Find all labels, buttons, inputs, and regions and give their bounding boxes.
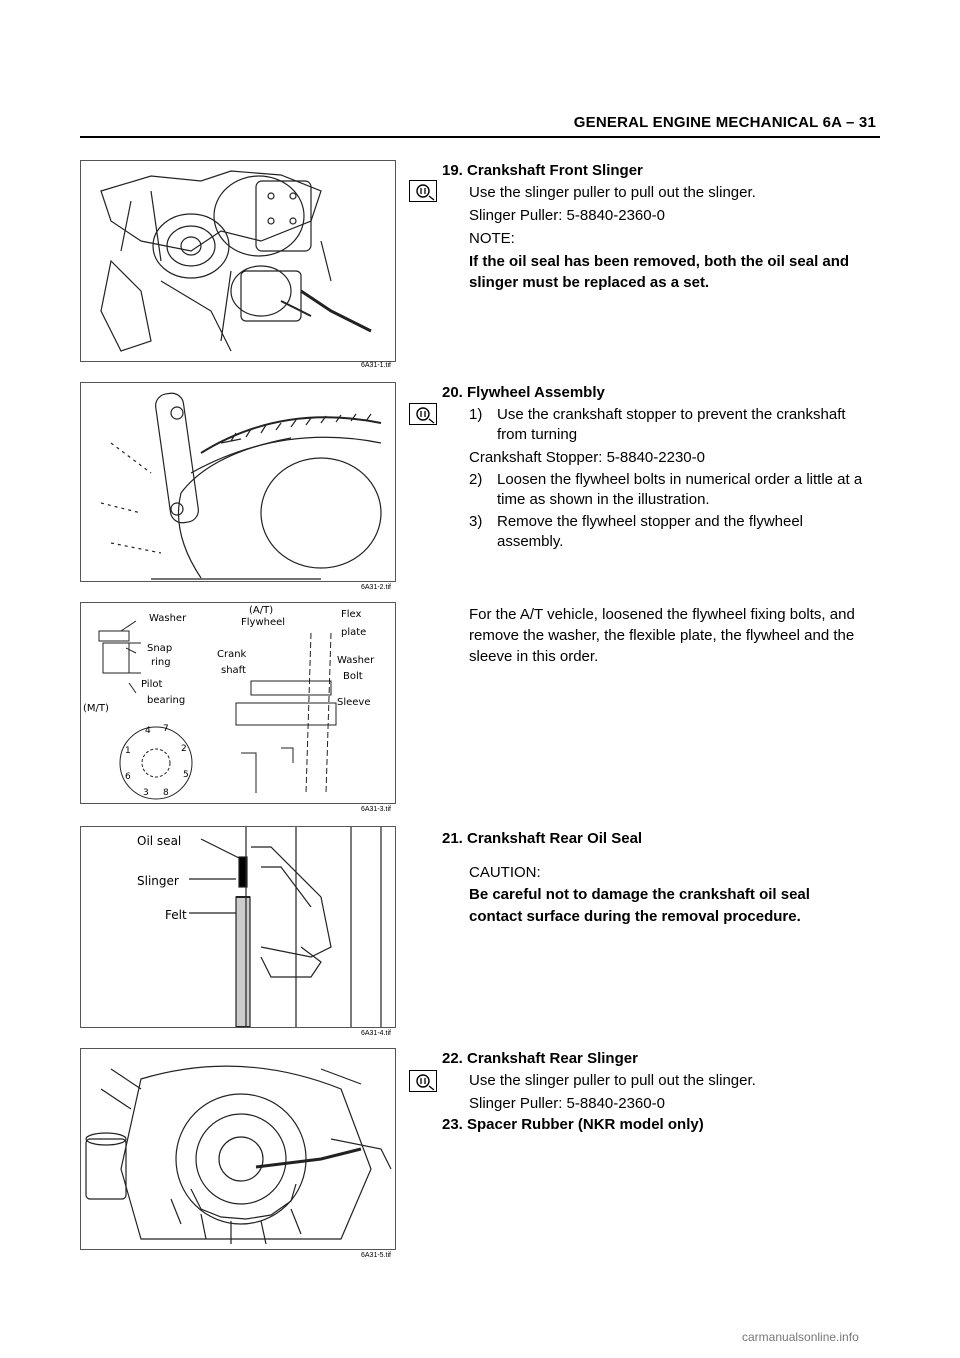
step-22-title: 22. Crankshaft Rear Slinger (442, 1050, 638, 1067)
at-note-line-1: For the A/T vehicle, loosened the flywheel fixing bolts, and (469, 606, 855, 623)
header-rule (80, 136, 880, 138)
step-19-tool: Slinger Puller: 5-8840-2360-0 (469, 207, 665, 224)
caution-text-1: Be careful not to damage the crankshaft oil seal (469, 886, 810, 903)
rear-oil-seal-cross-section-icon (81, 827, 395, 1027)
bolt-number: 6 (125, 772, 131, 782)
step-20-title: 20. Flywheel Assembly (442, 384, 605, 401)
label-bolt: Bolt (343, 671, 363, 682)
label-plate: plate (341, 627, 367, 638)
label-crank: Crank (217, 649, 247, 660)
figure-crankshaft-front-slinger (80, 160, 396, 362)
step-20-item-2: 2) Loosen the flywheel bolts in numerical order a little at a time as shown in the illustration. (469, 471, 863, 508)
note-label: NOTE: (469, 230, 515, 247)
note-text-1: If the oil seal has been removed, both the oil seal and (469, 253, 850, 270)
flywheel-assembly-diagram-icon (81, 603, 395, 803)
step-22-tool: Slinger Puller: 5-8840-2360-0 (469, 1095, 665, 1112)
figure-caption: 6A31-1.tif (361, 362, 391, 369)
step-19-line-1: Use the slinger puller to pull out the slinger. (469, 184, 756, 201)
label-felt: Felt (165, 908, 187, 922)
figure-rear-slinger (80, 1048, 396, 1250)
figure-rear-oil-seal (80, 826, 396, 1028)
figure-caption: 6A31-5.tif (361, 1252, 391, 1259)
label-flex: Flex (341, 609, 362, 620)
label-oil-seal: Oil seal (137, 834, 182, 848)
figure-caption: 6A31-4.tif (361, 1030, 391, 1037)
bolt-number: 2 (181, 744, 187, 754)
figure-flywheel-assembly (80, 602, 396, 804)
at-note-line-2: remove the washer, the flexible plate, the flywheel and the (469, 627, 855, 644)
caution-label: CAUTION: (469, 864, 541, 881)
footer-watermark: carmanualsonline.info (742, 1330, 859, 1344)
figure-caption: 6A31-3.tif (361, 806, 391, 813)
label-flywheel: Flywheel (241, 617, 286, 628)
caution-text-2: contact surface during the removal procedure. (469, 908, 801, 925)
label-snap: Snap (147, 643, 173, 654)
bolt-number: 4 (145, 726, 151, 736)
step-20-tool: Crankshaft Stopper: 5-8840-2230-0 (469, 449, 705, 466)
step-21-title: 21. Crankshaft Rear Oil Seal (442, 830, 643, 847)
label-sleeve: Sleeve (337, 697, 371, 708)
bolt-number: 5 (183, 770, 189, 780)
label-shaft: shaft (221, 665, 246, 676)
label-pilot: Pilot (141, 679, 163, 690)
label-washer-2: Washer (337, 655, 375, 666)
bolt-number: 1 (125, 746, 131, 756)
rear-slinger-puller-illustration-icon (81, 1049, 395, 1249)
label-bearing: bearing (147, 695, 186, 706)
bolt-number: 8 (163, 788, 169, 798)
slinger-puller-illustration-icon (81, 161, 395, 361)
figure-flywheel-stopper (80, 382, 396, 582)
special-tool-icon (409, 180, 437, 202)
special-tool-icon (409, 403, 437, 425)
step-20-item-1: 1) Use the crankshaft stopper to prevent the crankshaft from turning (469, 406, 846, 443)
at-note-line-3: sleeve in this order. (469, 648, 599, 665)
label-mt: (M/T) (83, 703, 109, 714)
step-20-item-3: 3) Remove the flywheel stopper and the flywheel assembly. (469, 513, 804, 550)
step-19-title: 19. Crankshaft Front Slinger (442, 162, 643, 179)
bolt-number: 3 (143, 788, 149, 798)
page-header (80, 114, 880, 136)
label-ring: ring (151, 657, 171, 668)
step-22-line-1: Use the slinger puller to pull out the slinger. (469, 1072, 756, 1089)
label-washer: Washer (149, 613, 187, 624)
label-slinger: Slinger (137, 874, 179, 888)
bolt-number: 7 (163, 724, 169, 734)
step-23-title: 23. Spacer Rubber (NKR model only) (442, 1116, 704, 1133)
special-tool-icon (409, 1070, 437, 1092)
label-at: (A/T) (249, 605, 274, 616)
flywheel-stopper-illustration-icon (81, 383, 395, 581)
figure-caption: 6A31-2.tif (361, 584, 391, 591)
note-text-2: slinger must be replaced as a set. (469, 274, 710, 291)
page-title: GENERAL ENGINE MECHANICAL 6A – 31 (573, 114, 876, 131)
